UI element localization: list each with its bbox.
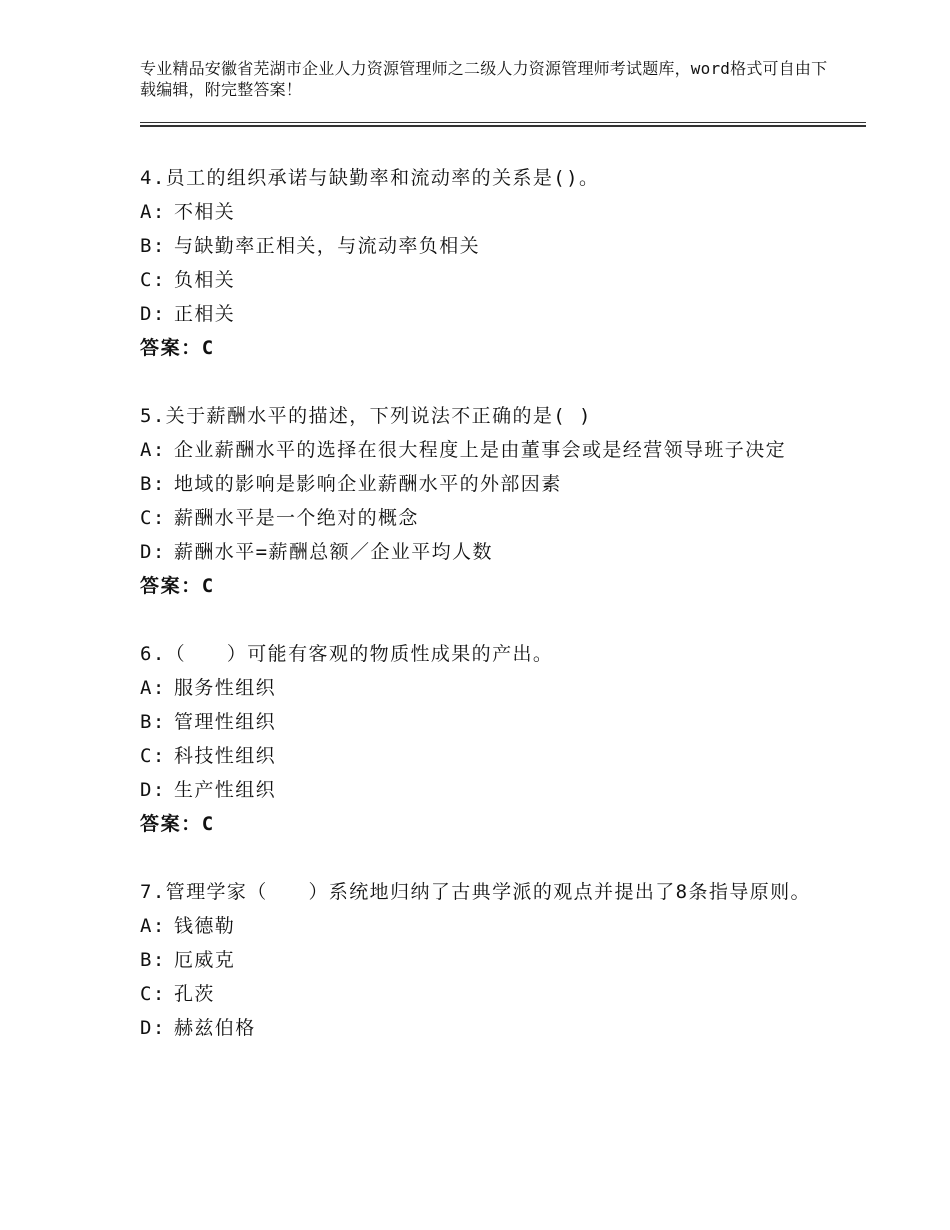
question-stem: 7.管理学家（ ）系统地归纳了古典学派的观点并提出了8条指导原则。 — [140, 881, 811, 903]
question-stem: 5.关于薪酬水平的描述，下列说法不正确的是( ) — [140, 405, 592, 427]
option-key: D: — [140, 779, 166, 801]
option-key: B: — [140, 473, 166, 495]
option-text: 负相关 — [174, 269, 236, 291]
option-text: 厄威克 — [174, 949, 236, 971]
option-c — [140, 263, 820, 297]
option-d — [140, 297, 820, 331]
option-text: 赫兹伯格 — [174, 1017, 256, 1039]
option-text: 钱德勒 — [174, 915, 236, 937]
question-5 — [140, 399, 820, 603]
option-c — [140, 501, 820, 535]
option-text: 服务性组织 — [174, 677, 277, 699]
option-text: 生产性组织 — [174, 779, 277, 801]
option-c — [140, 977, 820, 1011]
option-key: A: — [140, 201, 166, 223]
option-key: D: — [140, 303, 166, 325]
answer-line: 答案：C — [140, 337, 215, 359]
option-key: B: — [140, 949, 166, 971]
option-a — [140, 433, 820, 467]
option-b — [140, 705, 820, 739]
question-list — [140, 161, 820, 1079]
option-text: 孔茨 — [174, 983, 215, 1005]
option-text: 正相关 — [174, 303, 236, 325]
option-key: D: — [140, 1017, 166, 1039]
question-stem: 4.员工的组织承诺与缺勤率和流动率的关系是()。 — [140, 167, 600, 189]
document-header: 专业精品安徽省芜湖市企业人力资源管理师之二级人力资源管理师考试题库，word格式可自由下载编辑，附完整答案！ — [140, 59, 828, 99]
question-6 — [140, 637, 820, 841]
option-key: A: — [140, 915, 166, 937]
option-key: B: — [140, 235, 166, 257]
option-text: 薪酬水平是一个绝对的概念 — [174, 507, 419, 529]
option-key: B: — [140, 711, 166, 733]
option-text: 地域的影响是影响企业薪酬水平的外部因素 — [174, 473, 562, 495]
option-key: C: — [140, 745, 166, 767]
option-a — [140, 671, 820, 705]
option-key: C: — [140, 507, 166, 529]
option-text: 与缺勤率正相关，与流动率负相关 — [174, 235, 481, 257]
question-stem: 6.（ ）可能有客观的物质性成果的产出。 — [140, 643, 554, 665]
option-a — [140, 909, 820, 943]
option-d — [140, 1011, 820, 1045]
option-text: 不相关 — [174, 201, 236, 223]
option-c — [140, 739, 820, 773]
option-a — [140, 195, 820, 229]
option-d — [140, 773, 820, 807]
option-key: A: — [140, 677, 166, 699]
question-7 — [140, 875, 820, 1045]
option-text: 科技性组织 — [174, 745, 277, 767]
option-key: D: — [140, 541, 166, 563]
option-d — [140, 535, 820, 569]
answer-line: 答案：C — [140, 575, 215, 597]
question-4 — [140, 161, 820, 365]
option-b — [140, 229, 820, 263]
header-divider-thin — [140, 122, 866, 123]
option-b — [140, 467, 820, 501]
option-text: 管理性组织 — [174, 711, 277, 733]
option-key: A: — [140, 439, 166, 461]
option-b — [140, 943, 820, 977]
option-key: C: — [140, 983, 166, 1005]
header-divider-thick — [140, 125, 866, 127]
answer-line: 答案：C — [140, 813, 215, 835]
option-key: C: — [140, 269, 166, 291]
option-text: 薪酬水平=薪酬总额／企业平均人数 — [174, 541, 493, 563]
option-text: 企业薪酬水平的选择在很大程度上是由董事会或是经营领导班子决定 — [174, 439, 787, 461]
